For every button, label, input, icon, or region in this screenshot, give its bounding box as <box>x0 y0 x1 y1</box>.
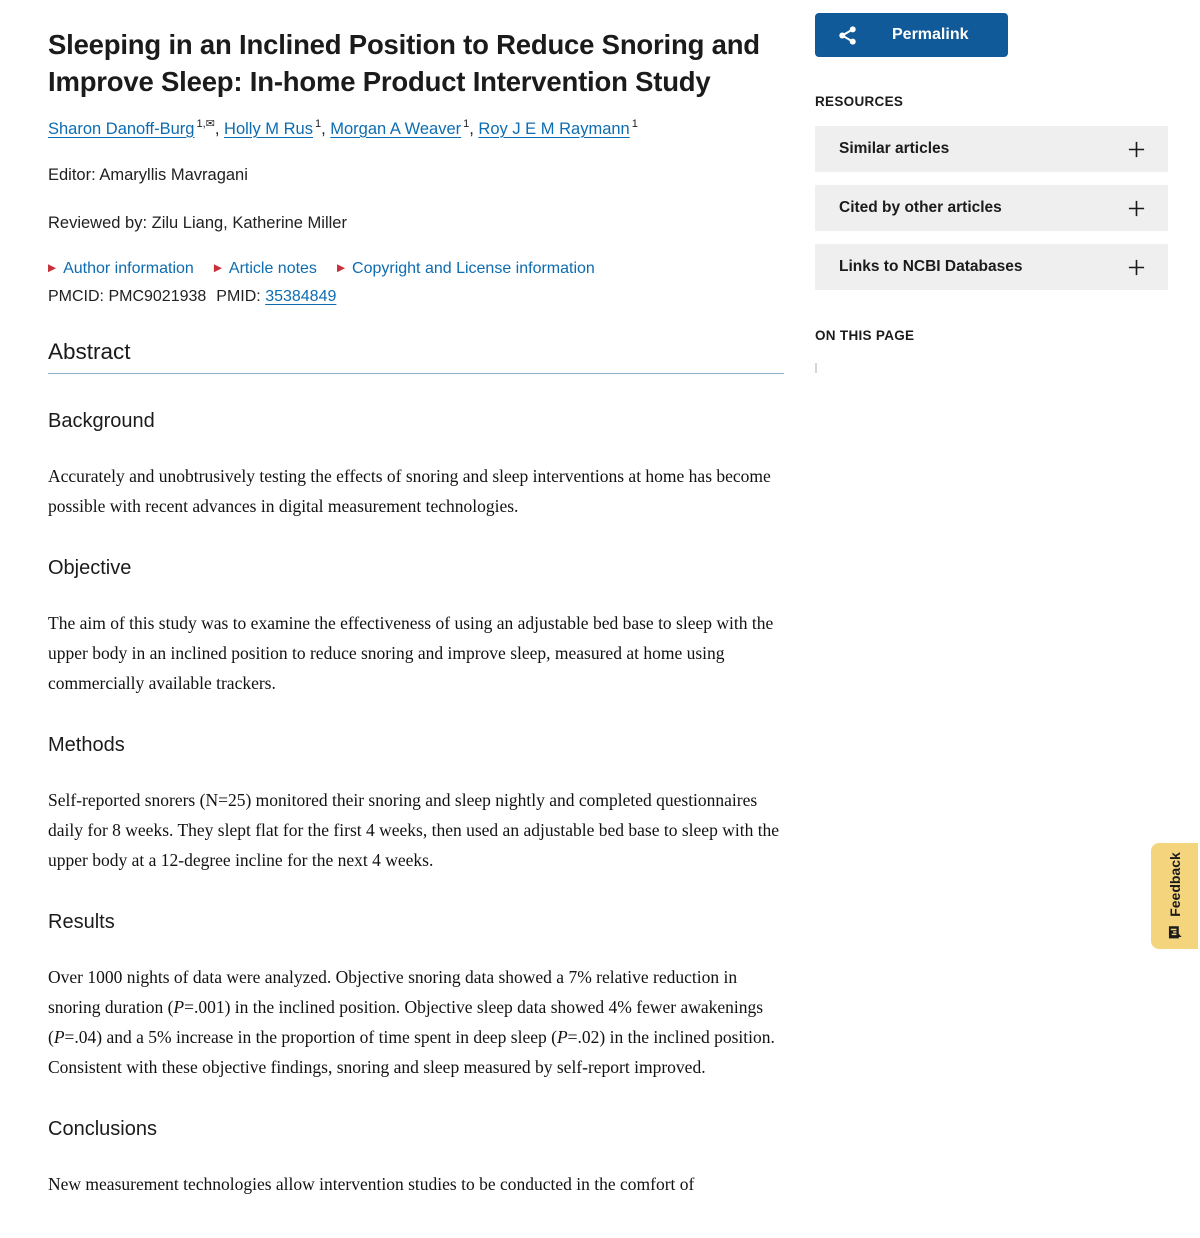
triangle-icon: ▶ <box>48 262 57 275</box>
on-this-page-heading: ON THIS PAGE <box>815 328 915 343</box>
author-affiliation-sup: 1 <box>463 118 470 130</box>
section-paragraph: Over 1000 nights of data were analyzed. Objective snoring data showed a 7% relative reduction in snoring duration (P=.001) in the inclined position. Objective sleep data showed 4% fewer awakenings (P=.04) and a 5% increase in the proportion of time spent in deep sleep (P=.02) in the inclined position. Consistent with these objective findings, snoring and sleep measured by self-report improved. <box>48 966 775 1077</box>
section-heading: Objective <box>48 556 132 579</box>
abstract-divider <box>48 373 784 374</box>
author <box>478 120 637 138</box>
author-list <box>48 112 784 141</box>
info-link-label: Article notes <box>228 259 317 277</box>
info-link[interactable] <box>48 257 194 281</box>
feedback-label: Feedback <box>1166 852 1183 917</box>
author-link[interactable]: Morgan A Weaver <box>330 119 462 138</box>
feedback-button[interactable] <box>1151 843 1198 949</box>
right-sidebar <box>815 0 1168 373</box>
info-link-label: Author information <box>63 259 194 277</box>
section-heading: Background <box>48 409 155 432</box>
triangle-icon: ▶ <box>336 262 346 275</box>
pmid-label: PMID: <box>216 287 266 305</box>
author-separator: , <box>469 119 479 138</box>
accordion-label: Links to NCBI Databases <box>839 258 1023 275</box>
share-icon <box>837 25 858 46</box>
abstract-section <box>48 1116 784 1199</box>
section-paragraph: New measurement technologies allow intervention studies to be conducted in the comfort of <box>48 1173 695 1194</box>
accordion-toggle[interactable] <box>815 244 1168 290</box>
article-ids <box>48 285 784 309</box>
abstract-section <box>48 408 784 521</box>
author-affiliation-sup: 1 <box>314 118 322 130</box>
plus-icon <box>1127 140 1146 159</box>
author-affiliation-sup: 1,✉ <box>196 118 215 130</box>
resources-heading: RESOURCES <box>815 94 904 109</box>
accordion-label: Similar articles <box>839 140 950 157</box>
permalink-button[interactable] <box>815 13 1008 57</box>
section-heading: Conclusions <box>48 1117 157 1140</box>
editor-line: Editor: Amaryllis Mavragani <box>48 165 248 184</box>
abstract-section <box>48 732 784 875</box>
accordion-label: Cited by other articles <box>839 199 1002 216</box>
info-link-label: Copyright and License information <box>352 259 595 277</box>
author <box>48 120 224 138</box>
section-paragraph: The aim of this study was to examine the effectiveness of using an adjustable bed base to sleep with the upper body in an inclined position to reduce snoring and improve sleep, measured at home using commercially available trackers. <box>48 612 774 693</box>
reviewed-by-line: Reviewed by: Zilu Liang, Katherine Miller <box>48 213 347 232</box>
section-heading: Methods <box>48 733 125 756</box>
on-this-page-nav <box>815 363 1168 373</box>
author-separator: , <box>321 119 331 138</box>
info-link[interactable] <box>214 257 317 281</box>
feedback-icon <box>1167 925 1182 940</box>
author-affiliation-sup: 1 <box>631 118 638 130</box>
abstract-section <box>48 555 784 698</box>
article-main <box>48 0 784 1199</box>
plus-icon <box>1127 199 1146 218</box>
section-paragraph: Self-reported snorers (N=25) monitored their snoring and sleep nightly and completed questionnaires daily for 8 weeks. They slept flat for the first 4 weeks, then used an adjustable bed base to sleep with the upper body at a 12-degree incline for the next 4 weeks. <box>48 789 780 870</box>
abstract-heading: Abstract <box>48 338 131 364</box>
author-separator: , <box>214 119 225 138</box>
abstract-section <box>48 909 784 1082</box>
abstract-sections <box>48 408 784 1199</box>
section-heading: Results <box>48 910 115 933</box>
triangle-icon: ▶ <box>213 262 222 275</box>
article-info-links <box>48 257 784 281</box>
author <box>224 120 330 138</box>
accordion-toggle[interactable] <box>815 185 1168 231</box>
info-link[interactable] <box>337 257 595 281</box>
plus-icon <box>1127 258 1146 277</box>
permalink-label: Permalink <box>892 26 969 43</box>
author <box>330 120 478 138</box>
article-title: Sleeping in an Inclined Position to Reduce Snoring and Improve Sleep: In-home Product Intervention Study <box>48 29 760 97</box>
pmcid-value: PMC9021938 <box>108 287 207 305</box>
feedback-inner <box>1167 852 1183 940</box>
accordion-toggle[interactable] <box>815 126 1168 172</box>
pmcid-label: PMCID: <box>48 287 109 305</box>
author-link[interactable]: Roy J E M Raymann <box>478 119 630 138</box>
pmid-link[interactable]: 35384849 <box>265 287 337 305</box>
author-link[interactable]: Holly M Rus <box>224 119 313 138</box>
resources-accordions <box>815 126 1168 290</box>
section-paragraph: Accurately and unobtrusively testing the effects of snoring and sleep interventions at home has become possible with recent advances in digital measurement technologies. <box>48 465 771 516</box>
author-link[interactable]: Sharon Danoff-Burg <box>48 119 195 138</box>
